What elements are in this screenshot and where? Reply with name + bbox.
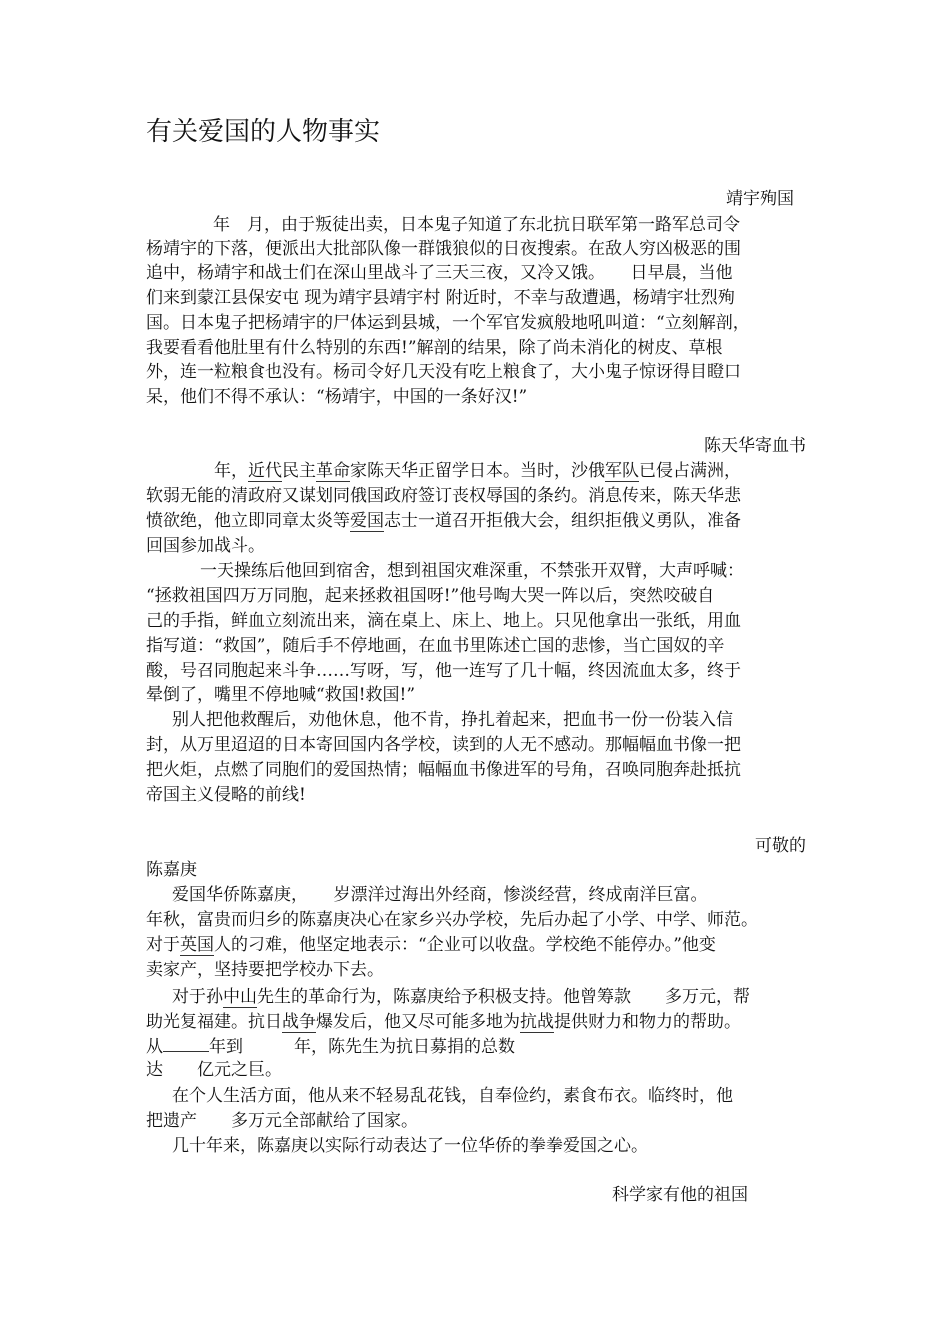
text: 提供财力和物力的帮助。 — [554, 1012, 741, 1032]
text: 年， — [214, 461, 248, 481]
paragraph-line — [146, 1010, 741, 1034]
text: 从 — [146, 1037, 163, 1057]
paragraph-line: 卖家产，坚持要把学校办下去。 — [146, 960, 384, 980]
paragraph-line: 别人把他救醒后，劝他休息，他不肯，挣扎着起来，把血书一份一份装入信 — [172, 710, 733, 730]
paragraph-line: 外，连一粒粮食也没有。杨司令好几天没有吃上粮食了，大小鬼子惊讶得目瞪口 — [146, 362, 741, 382]
text: 愤欲绝，他立即同章太炎等 — [146, 511, 350, 531]
text: 对于 — [146, 935, 180, 955]
paragraph-line: 一天操练后他回到宿舍，想到祖国灾难深重，不禁张开双臂，大声呼喊： — [200, 561, 744, 581]
paragraph-line: 们来到蒙江县保安屯 现为靖宇县靖宇村 附近时，不幸与敌遭遇，杨靖宇壮烈殉 — [146, 288, 735, 308]
paragraph-line: 把火炬，点燃了同胞们的爱国热情；幅幅血书像进军的号角，召唤同胞奔赴抵抗 — [146, 760, 741, 780]
text: 助光复福建。抗日 — [146, 1012, 282, 1032]
link-jindai[interactable]: 近代 — [248, 461, 282, 481]
text: 年到 年，陈先生为抗日募捐的总数 — [209, 1037, 515, 1057]
paragraph-line: 己的手指，鲜血立刻流出来，滴在桌上、床上、地上。只见他拿出一张纸，用血 — [146, 611, 741, 631]
paragraph-line: “拯救祖国四万万同胞，起来拯救祖国呀!”他号啕大哭一阵以后，突然咬破自 — [146, 586, 715, 606]
link-geming[interactable]: 革命 — [316, 461, 350, 481]
link-zhanzheng[interactable]: 战争 — [282, 1012, 316, 1032]
paragraph-line — [146, 933, 716, 957]
section-heading-jingyu: 靖宇殉国 — [726, 189, 794, 209]
paragraph-line: 呆，他们不得不承认：“杨靖宇，中国的一条好汉!” — [146, 387, 528, 407]
paragraph-line: 爱国华侨陈嘉庚， 岁漂洋过海出外经商，惨淡经营，终成南洋巨富。 — [172, 885, 708, 905]
section-heading-chen-jiageng-b: 陈嘉庚 — [146, 860, 197, 880]
paragraph-line: 国。日本鬼子把杨靖宇的尸体运到县城，一个军官发疯般地吼叫道：“立刻解剖， — [146, 313, 750, 333]
paragraph-line — [214, 459, 741, 483]
paragraph-line: 酸，号召同胞起来斗争……写呀，写，他一连写了几十幅，终因流血太多，终于 — [146, 661, 741, 681]
paragraph-line: 杨靖宇的下落，便派出大批部队像一群饿狼似的日夜搜索。在敌人穷凶极恶的围 — [146, 239, 741, 259]
paragraph-line: 几十年来，陈嘉庚以实际行动表达了一位华侨的拳拳爱国之心。 — [172, 1136, 648, 1156]
paragraph-line: 年 月，由于叛徒出卖，日本鬼子知道了东北抗日联军第一路军总司令 — [213, 215, 740, 235]
paragraph-line: 年秋，富贵而归乡的陈嘉庚决心在家乡兴办学校，先后办起了小学、中学、师范。 — [146, 910, 758, 930]
paragraph-line: 指写道：“救国”，随后手不停地画，在血书里陈述亡国的悲惨，当亡国奴的辛 — [146, 636, 725, 656]
paragraph-line: 在个人生活方面，他从来不轻易乱花钱，自奉俭约，素食布衣。临终时，他 — [172, 1086, 733, 1106]
text: 民主 — [282, 461, 316, 481]
text: 家陈天华正留学日本。当时，沙俄 — [350, 461, 605, 481]
section-heading-chen-tianhua: 陈天华寄血书 — [704, 436, 806, 456]
text: 爆发后，他又尽可能多地为 — [316, 1012, 520, 1032]
link-jundui[interactable]: 军队 — [605, 461, 639, 481]
page-title: 有关爱国的人物事实 — [146, 117, 381, 147]
paragraph-line: 软弱无能的清政府又谋划同俄国政府签订丧权辱国的条约。消息传来，陈天华悲 — [146, 486, 741, 506]
paragraph-line — [146, 509, 741, 533]
text: 志士一道召开拒俄大会，组织拒俄义勇队，准备 — [384, 511, 741, 531]
link-yingguo[interactable]: 英国 — [180, 935, 214, 955]
blank-underline — [163, 1033, 209, 1052]
text: 已侵占满洲， — [639, 461, 741, 481]
paragraph-line: 把遗产 多万元全部献给了国家。 — [146, 1111, 418, 1131]
paragraph-line: 我要看看他肚里有什么特别的东西!”解剖的结果，除了尚未消化的树皮、草根 — [146, 338, 723, 358]
paragraph-line: 封，从万里迢迢的日本寄回国内各学校，读到的人无不感动。那幅幅血书像一把 — [146, 735, 741, 755]
paragraph-line: 帝国主义侵略的前线! — [146, 785, 306, 805]
paragraph-line — [172, 985, 750, 1009]
text: 人的刁难，他坚定地表示：“企业可以收盘。学校绝不能停办。”他变 — [214, 935, 716, 955]
text: 对于孙 — [172, 987, 223, 1007]
link-zhongshan[interactable]: 中山 — [223, 987, 257, 1007]
paragraph-line — [146, 1033, 515, 1059]
section-heading-chen-jiageng-a: 可敬的 — [755, 836, 806, 856]
link-aiguo[interactable]: 爱国 — [350, 511, 384, 531]
paragraph-line: 达 亿元之巨。 — [146, 1060, 282, 1080]
link-kangzhan[interactable]: 抗战 — [520, 1012, 554, 1032]
paragraph-line: 晕倒了，嘴里不停地喊“救国!救国!” — [146, 685, 416, 705]
section-heading-scientist: 科学家有他的祖国 — [612, 1185, 748, 1205]
paragraph-line: 追中，杨靖宇和战士们在深山里战斗了三天三夜，又冷又饿。 日早晨，当他 — [146, 263, 733, 283]
text: 先生的革命行为，陈嘉庚给予积极支持。他曾筹款 多万元，帮 — [257, 987, 750, 1007]
paragraph-line: 回国参加战斗。 — [146, 536, 265, 556]
